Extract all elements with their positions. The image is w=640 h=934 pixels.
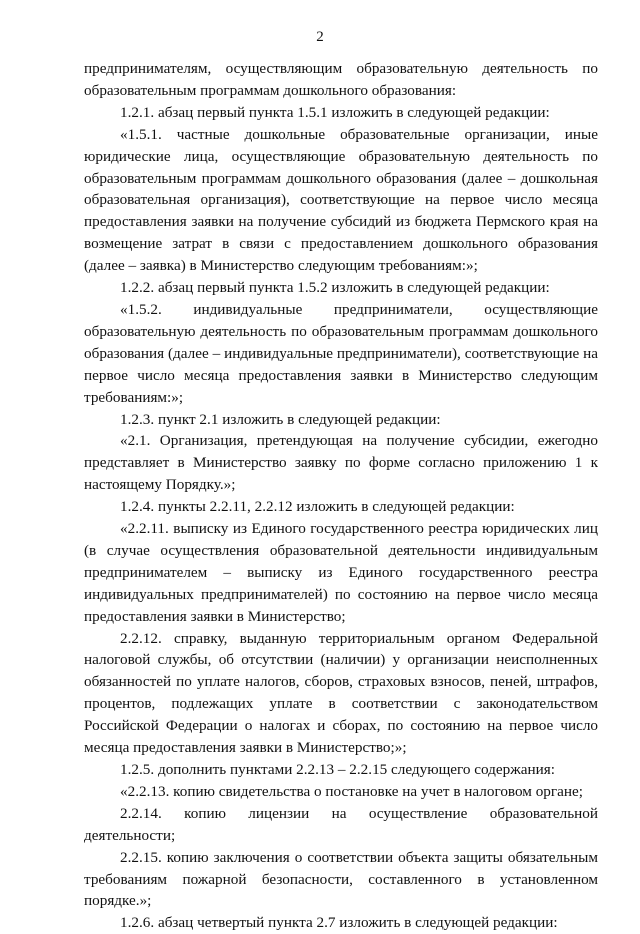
paragraph: 2.2.15. копию заключения о соответствии объекта защиты обязательным требованиям пожарной безопасности, составленного в установленном порядке.»; [84, 848, 598, 910]
paragraph: «1.5.2. индивидуальные предприниматели, осуществляющие образовательную деятельность по образовательным программам дошкольного образования (далее – индивидуальные предприниматели), соответствующие на первое число месяца предоставления заявки в Министерство следующим требованиям:»; [84, 300, 598, 406]
paragraph: 1.2.4. пункты 2.2.11, 2.2.12 изложить в следующей редакции: [120, 498, 515, 516]
paragraph: 2.2.14. копию лицензии на осуществление образовательной деятельности; [84, 804, 598, 844]
paragraph: 2.2.12. справку, выданную территориальным органом Федеральной налоговой службы, об отсутствии (наличии) у организации неисполненных обязанностей по уплате налогов, сборов, страховых взносов, пеней, штрафов, процентов, подлежащих уплате в соответствии с законодательством Российской Федерации о налогах и сборах, по состоянию на первое число месяца предоставления заявки в Министерство;»; [84, 629, 598, 757]
paragraph: 1.2.6. абзац четвертый пункта 2.7 изложить в следующей редакции: [120, 914, 558, 932]
paragraph: «2.2.13. копию свидетельства о постановке на учет в налоговом органе; [120, 782, 583, 800]
paragraph: 1.2.5. дополнить пунктами 2.2.13 – 2.2.15 следующего содержания: [120, 761, 555, 778]
paragraph: предпринимателям, осуществляющим образовательную деятельность по образовательным программам дошкольного образования: [84, 60, 598, 99]
paragraph: 1.2.1. абзац первый пункта 1.5.1 изложить в следующей редакции: [120, 103, 550, 121]
paragraph: 1.2.2. абзац первый пункта 1.5.2 изложить в следующей редакции: [120, 279, 550, 297]
paragraph: 1.2.3. пункт 2.1 изложить в следующей редакции: [120, 410, 441, 428]
paragraph: «1.5.1. частные дошкольные образовательные организации, иные юридические лица, осуществляющие образовательную деятельность по образовательным программам дошкольного образования (далее – дошкольная образовательная организация), соответствующие на первое число месяца предоставления заявки на получение субсидий из бюджета Пермского края на возмещение затрат в связи с предоставлением дошкольного образования (далее – заявка) в Министерство следующим требованиям:»; [84, 125, 598, 275]
document-body [84, 58, 598, 934]
page-number: 2 [316, 29, 324, 45]
paragraph: «2.1. Организация, претендующая на получение субсидии, ежегодно представляет в Министерство заявку по форме согласно приложению 1 к настоящему Порядку.»; [84, 432, 598, 494]
paragraph: «2.2.11. выписку из Единого государственного реестра юридических лиц (в случае осуществления образовательной деятельности индивидуальным предпринимателем – выписку из Единого государственного реестра индивидуальных предпринимателей) по состоянию на первое число месяца предоставления заявки в Министерство; [84, 520, 598, 625]
